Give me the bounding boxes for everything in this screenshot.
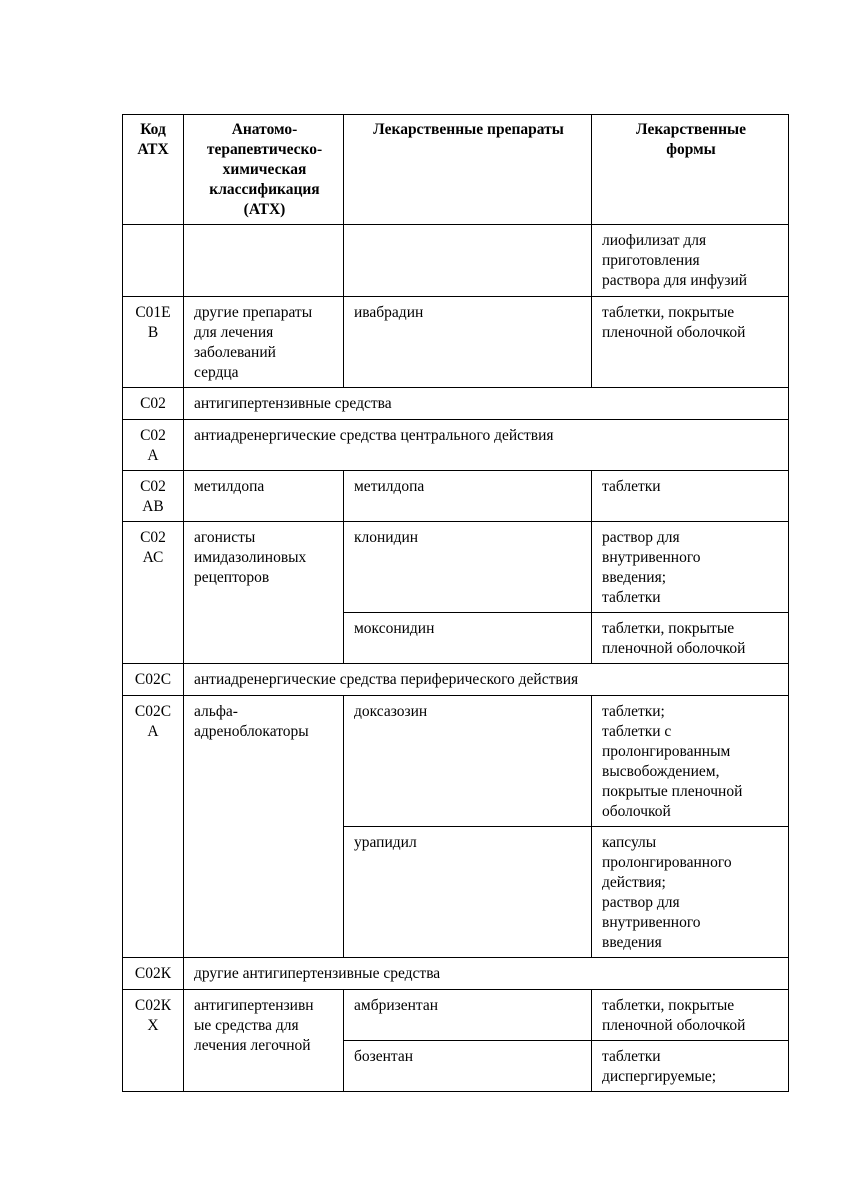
code-cell: С02 А [123,420,184,471]
class-cell: антигипертензивные средства [184,388,789,420]
form-cell: таблетки, покрытые пленочной оболочкой [592,297,789,388]
header-row [123,115,789,225]
form-cell: таблетки, покрытые пленочной оболочкой [592,613,789,664]
class-cell [184,225,344,297]
header-code: Код АТХ [123,115,184,225]
code-cell: С02 [123,388,184,420]
drug-cell: моксонидин [344,613,592,664]
class-cell: другие препараты для лечения заболеваний сердца [184,297,344,388]
drug-cell: доксазозин [344,696,592,827]
table-row [123,297,789,388]
code-cell: С02К [123,958,184,990]
table-row [123,420,789,471]
form-cell: таблетки [592,471,789,522]
class-cell: альфа- адреноблокаторы [184,696,344,958]
form-cell: таблетки, покрытые пленочной оболочкой [592,990,789,1041]
table-row [123,664,789,696]
class-cell: антиадренергические средства периферического действия [184,664,789,696]
form-cell: таблетки; таблетки с пролонгированным высвобождением, покрытые пленочной оболочкой [592,696,789,827]
header-drugs: Лекарственные препараты [344,115,592,225]
code-cell [123,225,184,297]
drug-cell [344,225,592,297]
class-cell: агонисты имидазолиновых рецепторов [184,522,344,664]
class-cell: антиадренергические средства центрального действия [184,420,789,471]
atx-drug-table [122,114,789,1092]
drug-cell: амбризентан [344,990,592,1041]
drug-cell: клонидин [344,522,592,613]
drug-cell: урапидил [344,827,592,958]
form-cell: таблетки диспергируемые; [592,1041,789,1092]
header-forms: Лекарственные формы [592,115,789,225]
code-cell: С01Е В [123,297,184,388]
header-classification: Анатомо- терапевтическо- химическая классификация (АТХ) [184,115,344,225]
form-cell: капсулы пролонгированного действия; раствор для внутривенного введения [592,827,789,958]
table-row [123,471,789,522]
table-row [123,225,789,297]
table-row [123,958,789,990]
code-cell: С02 АВ [123,471,184,522]
class-cell: другие антигипертензивные средства [184,958,789,990]
drug-cell: метилдопа [344,471,592,522]
code-cell: С02С А [123,696,184,958]
class-cell: метилдопа [184,471,344,522]
table-row [123,990,789,1041]
form-cell: лиофилизат для приготовления раствора для инфузий [592,225,789,297]
code-cell: С02 АС [123,522,184,664]
class-cell: антигипертензивн ые средства для лечения легочной [184,990,344,1092]
table-row [123,696,789,827]
form-cell: раствор для внутривенного введения; таблетки [592,522,789,613]
table-row [123,522,789,613]
code-cell: С02С [123,664,184,696]
drug-cell: бозентан [344,1041,592,1092]
code-cell: С02К Х [123,990,184,1092]
table-row [123,388,789,420]
drug-cell: ивабрадин [344,297,592,388]
